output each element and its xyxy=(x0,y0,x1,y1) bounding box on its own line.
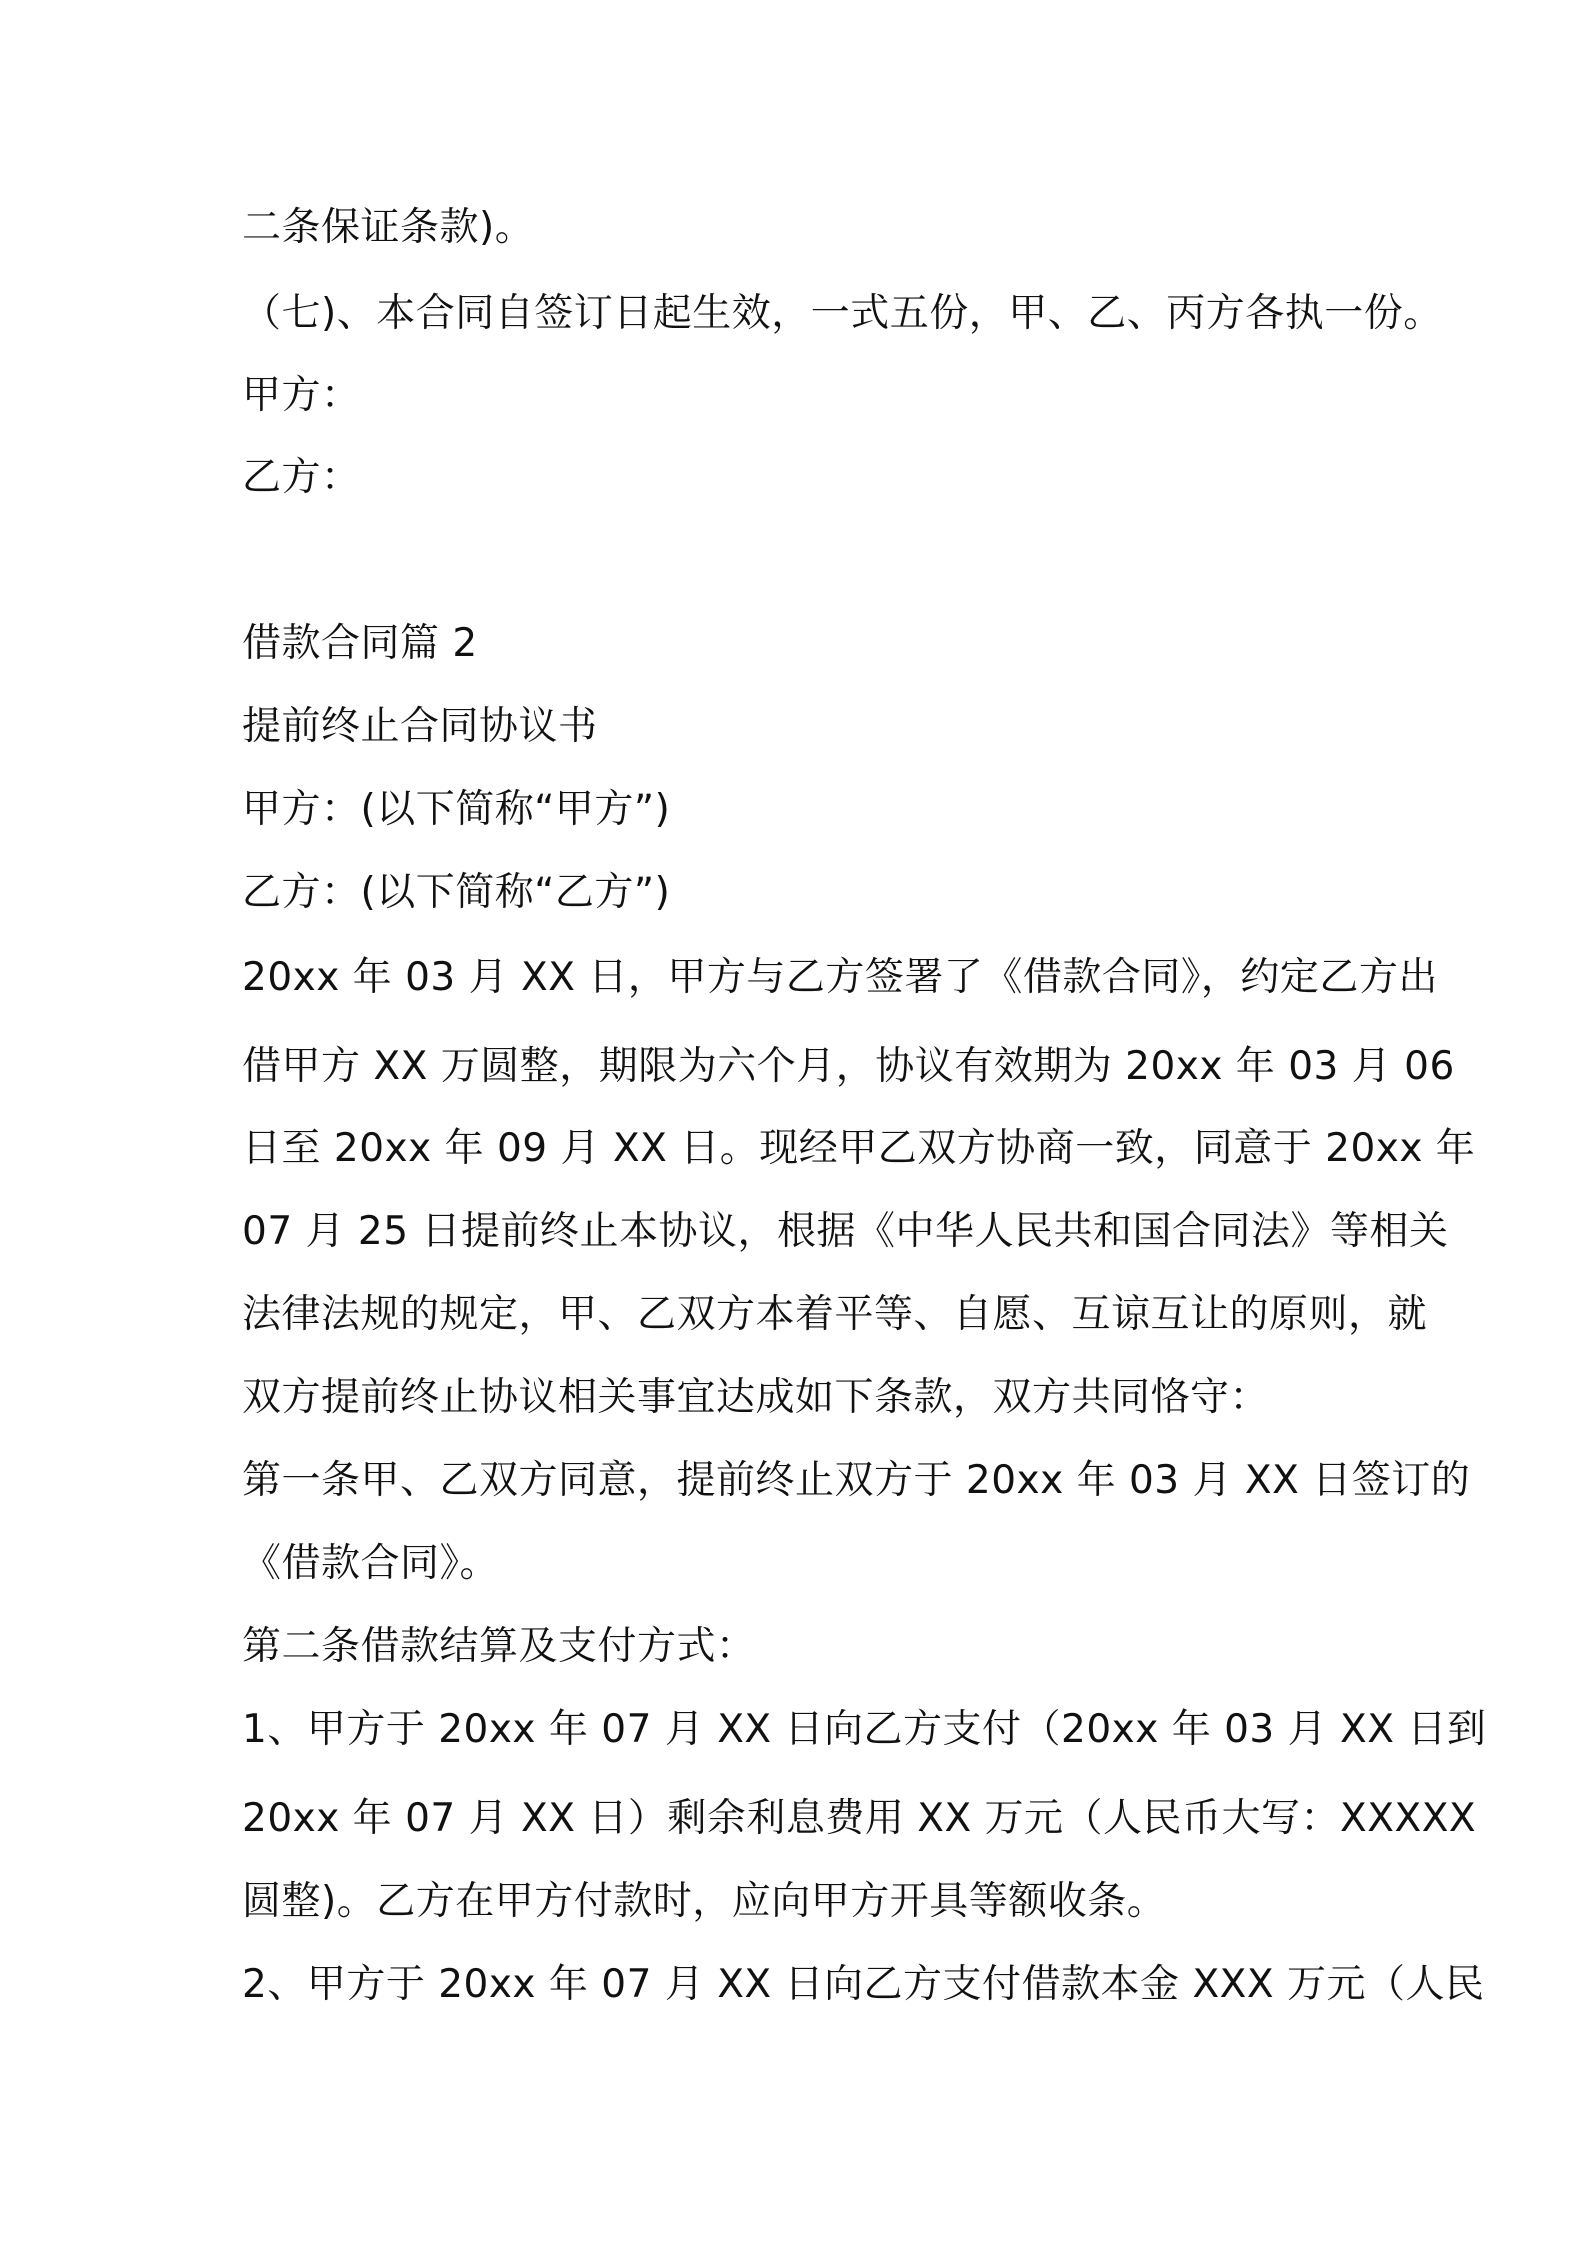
text-line: 乙方： xyxy=(242,455,361,500)
text-line: 法律法规的规定，甲、乙双方本着平等、自愿、互谅互让的原则，就 xyxy=(242,1292,1428,1337)
text-line: 甲方：(以下简称“甲方”) xyxy=(242,787,671,832)
text-line: 20xx 年 07 月 XX 日）剩余利息费用 XX 万元（人民币大写：XXXXX xyxy=(242,1796,1477,1841)
text-line: 《借款合同》。 xyxy=(242,1541,500,1586)
text-line: 第一条甲、乙双方同意，提前终止双方于 20xx 年 03 月 XX 日签订的 xyxy=(242,1458,1471,1503)
text-line: 借甲方 XX 万圆整，期限为六个月，协议有效期为 20xx 年 03 月 06 xyxy=(242,1044,1455,1089)
text-line: （七)、本合同自签订日起生效，一式五份，甲、乙、丙方各执一份。 xyxy=(242,291,1443,336)
agreement-title: 提前终止合同协议书 xyxy=(242,704,598,749)
text-line: 第二条借款结算及支付方式： xyxy=(242,1624,756,1669)
text-line: 双方提前终止协议相关事宜达成如下条款，双方共同恪守： xyxy=(242,1375,1270,1420)
text-line: 二条保证条款)。 xyxy=(242,205,535,250)
text-line: 乙方：(以下简称“乙方”) xyxy=(242,870,671,915)
text-line: 2、甲方于 20xx 年 07 月 XX 日向乙方支付借款本金 XXX 万元（人民 xyxy=(242,1962,1485,2007)
text-line: 07 月 25 日提前终止本协议，根据《中华人民共和国合同法》等相关 xyxy=(242,1209,1449,1254)
text-line: 20xx 年 03 月 XX 日，甲方与乙方签署了《借款合同》，约定乙方出 xyxy=(242,955,1438,1000)
section-title: 借款合同篇 2 xyxy=(242,621,478,666)
text-line: 圆整)。乙方在甲方付款时，应向甲方开具等额收条。 xyxy=(242,1879,1167,1924)
text-line: 甲方： xyxy=(242,373,361,418)
text-line: 日至 20xx 年 09 月 XX 日。现经甲乙双方协商一致，同意于 20xx 年 xyxy=(242,1126,1476,1171)
text-line: 1、甲方于 20xx 年 07 月 XX 日向乙方支付（20xx 年 03 月 XX 日到 xyxy=(242,1707,1487,1752)
